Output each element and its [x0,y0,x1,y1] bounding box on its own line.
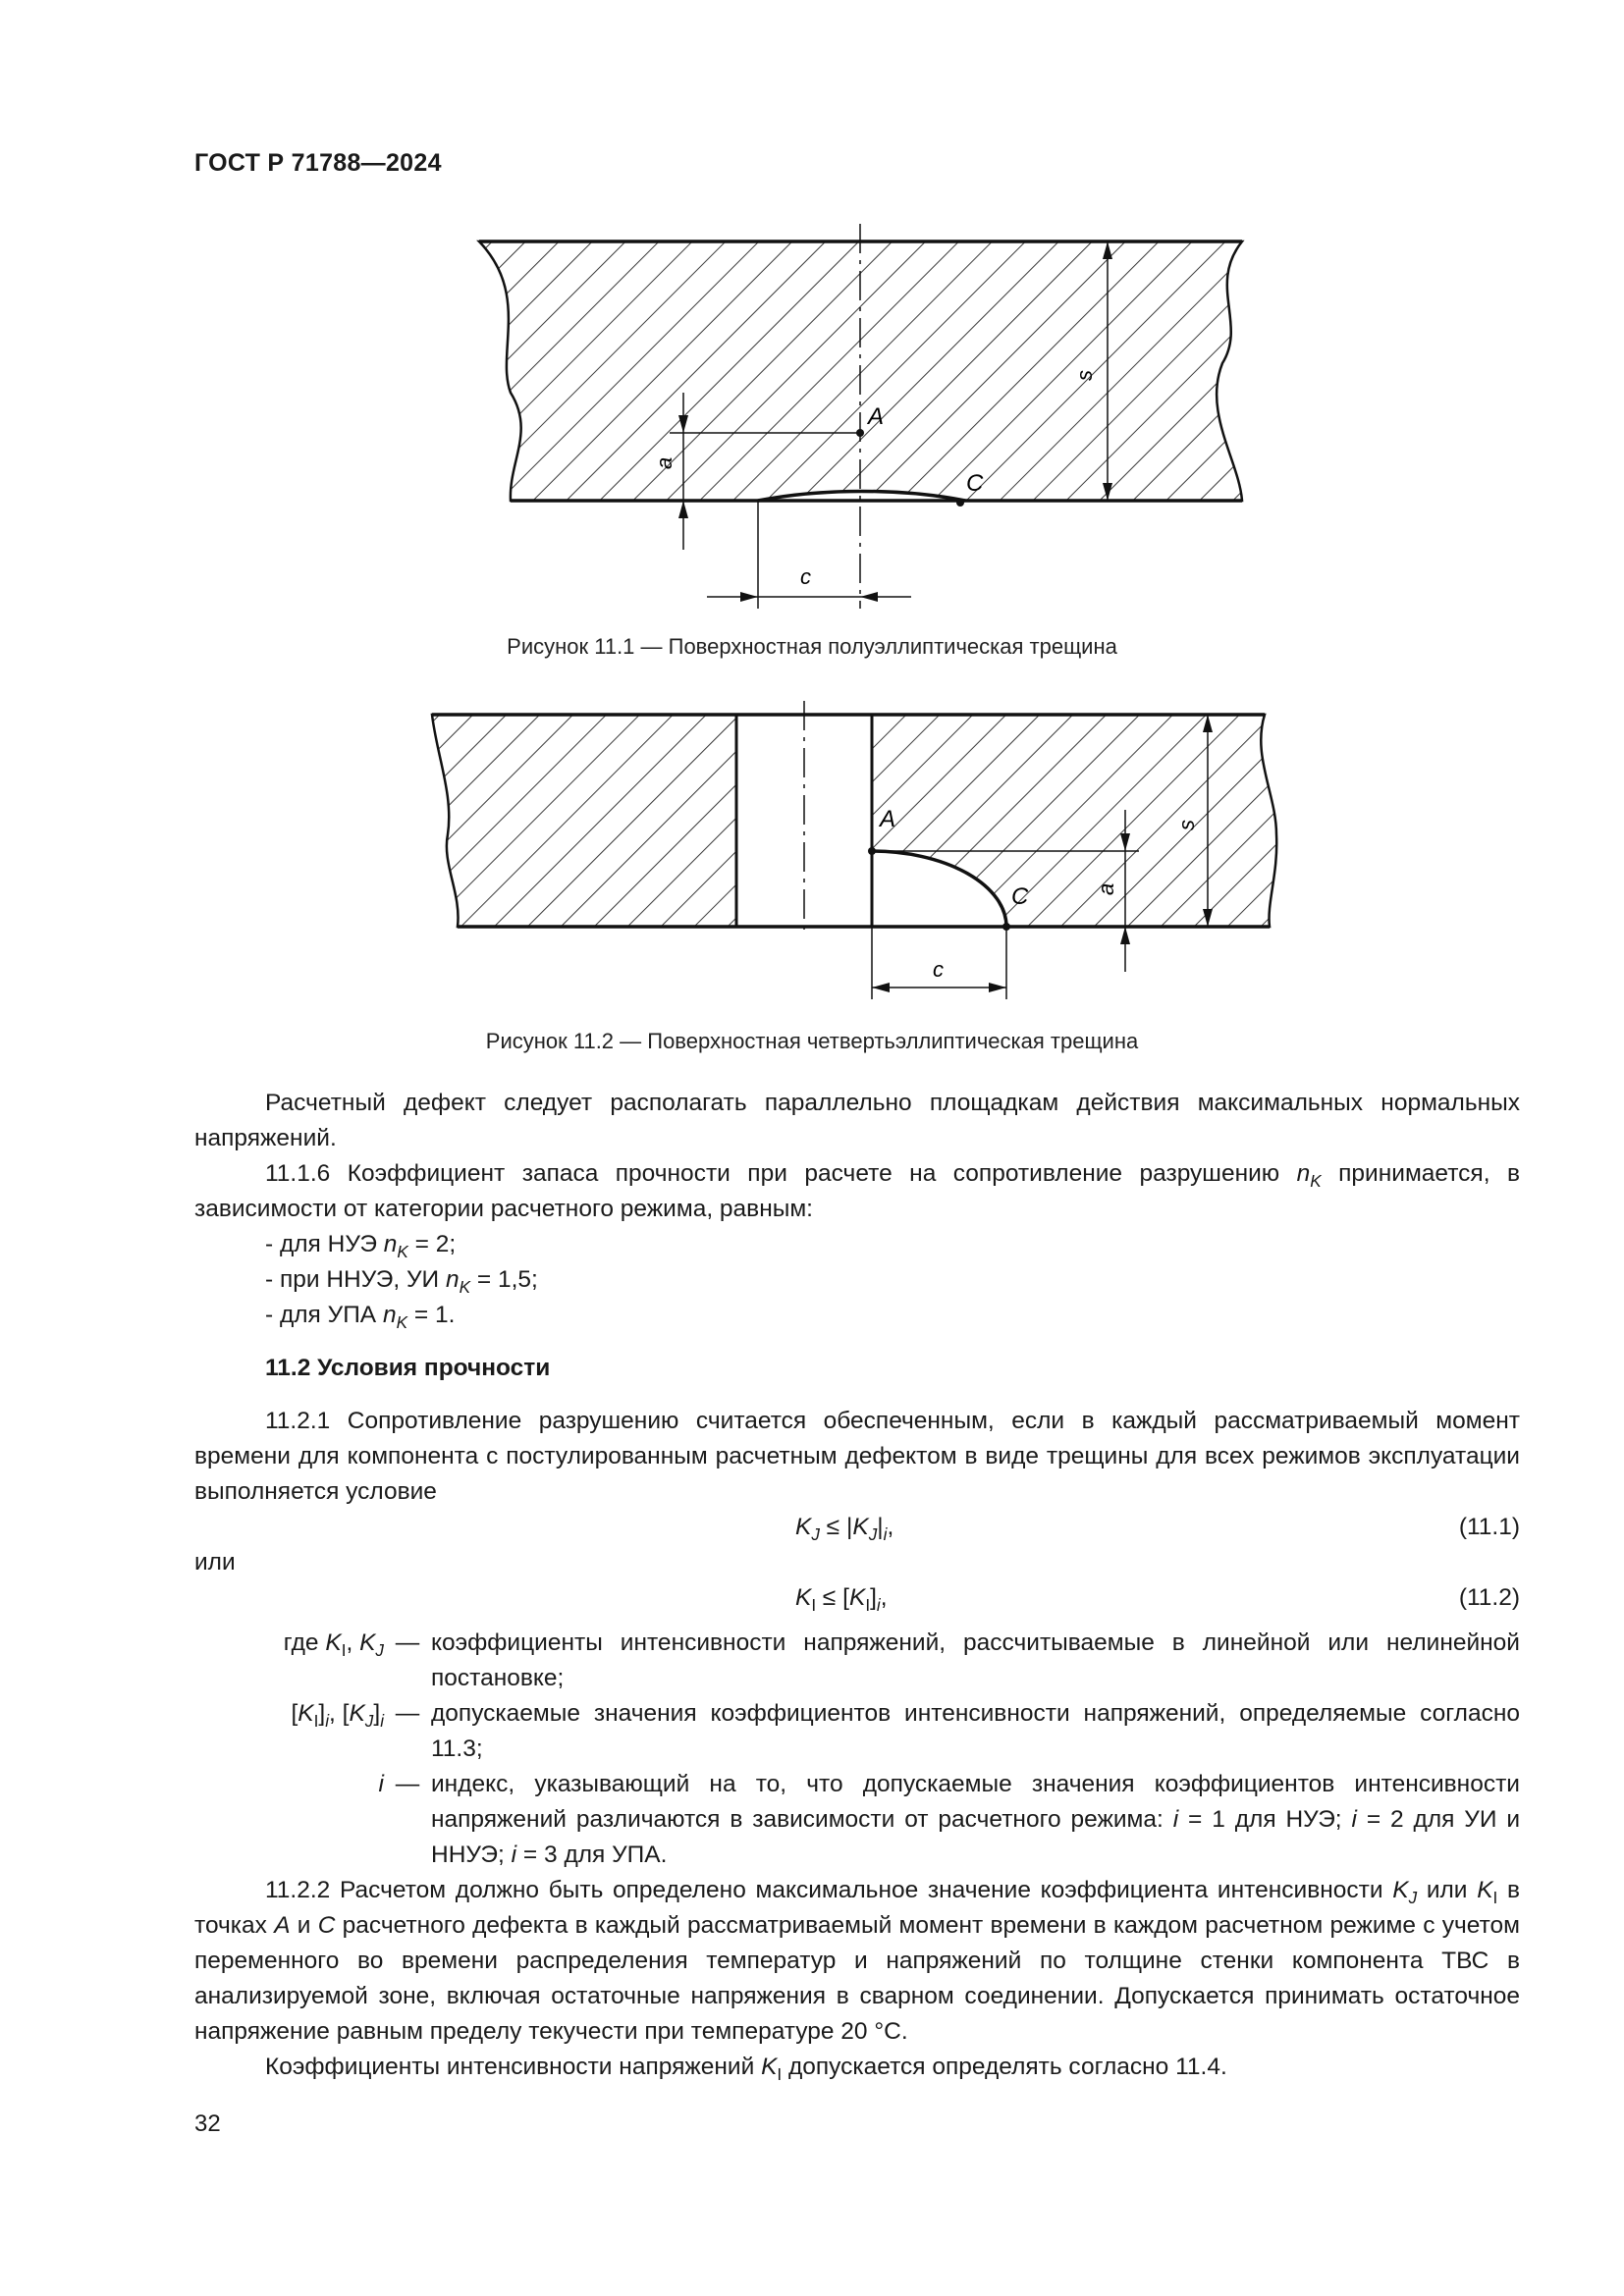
list-item-upa: - для УПА $n_K = 1$. [265,1302,456,1332]
list-item-prefix: - для УПА [265,1302,383,1328]
definition-text: индекс, указывающий на то, что допускаемые значения коэффициентов интенсивности напряжений различаются в зависимости от расчетного режима: i = 1 для НУЭ; i = 2 для УИ и ННУЭ; i = 3 для УПА. [431,1771,1521,1868]
definition-index [194,1767,1520,1873]
definition-text: коэффициенты интенсивности напряжений, рассчитываемые в линейной или нелинейной постановке; [431,1629,1520,1691]
figure-11-2-caption: Рисунок 11.2 — Поверхностная четвертьэллиптическая трещина [485,1029,1139,1053]
p4-e: расчетного дефекта в каждый рассматриваемый момент времени в каждом расчетном режиме с учетом переменного во времени распределения температур и напряжений по толщине стенки компонента ТВС в анализируемой зоне, включая остаточные напряжения в сварном соединении. Допускается принимать остаточное напряжение равным пределу текучести при температуре 20 °С. [194,1912,1520,2045]
formula-11-2 [194,1580,1520,1616]
document-header: ГОСТ Р 71788—2024 [194,149,442,177]
definition-ki-kj [194,1626,1520,1696]
def3-b: = 1 для НУЭ; [1178,1806,1352,1833]
paragraph-11-2-1: 11.2.1 Сопротивление разрушению считается обеспеченным, если в каждый рассматриваемый момент времени для компонента с постулированным расчетным дефектом в виде трещины для всех режимов эксплуатации выполняется условие [194,1408,1520,1505]
body-text [194,1086,1520,2085]
a-label: a [652,456,677,469]
point-a-label: A [868,403,885,430]
definition-dash: — [395,1771,420,1797]
section-heading-11-2: 11.2 Условия прочности [265,1355,551,1381]
c-label-2: c [933,957,944,982]
point-a [856,429,864,437]
point-c-2 [1002,923,1010,931]
where-word: где [283,1629,319,1656]
formula-11-1-expression: $K_J \le |K_J|_i$, [795,1514,894,1544]
paragraph-defect-orientation: Расчетный дефект следует располагать параллельно площадкам действия максимальных нормальных напряжений. [194,1090,1520,1151]
list-item-value: = 1. [407,1302,456,1328]
s-label-2: s [1174,820,1199,830]
figure-11-1-caption: Рисунок 11.1 — Поверхностная полуэллиптическая трещина [507,634,1117,659]
list-item-nue: - для НУЭ $n_K = 2$; [265,1231,457,1261]
paragraph-11-2-2: 11.2.2 Расчетом должно быть определено максимальное значение коэффициента интенсивности $K_J$ или $K_I$ в точках A и C расчетного дефекта в каждый рассматриваемый момент времени в каждом расчетном режиме с учетом переменного во времени распределения температур и напряжений по толщине стенки компонента ТВС в анализируемой зоне, включая остаточные напряжения в сварном соединении. Допускается принимать остаточное напряжение равным пределу текучести при температуре 20 °С. [194,1877,1521,2045]
list-item-prefix: - для НУЭ [265,1231,384,1257]
p5-b: допускается определять согласно 11.4. [782,2054,1227,2080]
formula-11-2-expression: $K_I \le [K_I]_i$, [795,1584,888,1615]
or-word: или [194,1549,236,1575]
plate-right-part [872,715,1276,927]
formula-11-1 [194,1510,1520,1545]
point-c [956,499,964,507]
definition-dash: — [395,1700,420,1727]
point-c-label: C [966,470,984,497]
point-a-2 [868,847,876,855]
a-label-2: a [1094,882,1118,895]
point-a-label-2: A [880,806,896,832]
paragraph-ki-method: Коэффициенты интенсивности напряжений $K_I$ допускается определять согласно 11.4. [265,2054,1227,2084]
p4-c: в точках [194,1877,1521,1939]
def3-d: = 3 для УПА. [516,1842,668,1868]
list-item-value: = 1,5; [470,1266,538,1293]
definition-term: где $K_I$, $K_J$ [283,1629,384,1660]
p5-a: Коэффициенты интенсивности напряжений [265,2054,762,2080]
plate-left-part [432,715,736,927]
list-item-nnue: - при ННУЭ, УИ $n_K = 1,5$; [265,1266,538,1297]
paragraph-11-1-6: 11.1.6 Коэффициент запаса прочности при расчете на сопротивление разрушению $n_K$ принимается, в зависимости от категории расчетного режима, равным: [194,1160,1520,1222]
p2-end: принимается, в зависимости от категории расчетного режима, равным: [194,1160,1520,1222]
figure-11-1 [0,0,1624,628]
p4-a: 11.2.2 Расчетом должно быть определено максимальное значение коэффициента интенсивности [265,1877,1393,1903]
definition-allowable [194,1696,1520,1767]
definition-term: i [378,1771,384,1797]
page-number: 32 [194,2110,221,2137]
s-label: s [1072,370,1097,381]
p4-d: и [290,1912,318,1939]
p4-b: или [1417,1877,1478,1903]
point-c-label-2: C [1011,883,1029,910]
c-label: c [800,564,811,589]
list-item-value: = 2; [407,1231,457,1257]
formula-11-1-number: (11.1) [1458,1514,1520,1540]
formula-11-2-number: (11.2) [1458,1584,1520,1611]
definition-dash: — [395,1629,420,1656]
list-item-prefix: - при ННУЭ, УИ [265,1266,446,1293]
figure-11-2 [0,687,1624,1001]
def3-a: индекс, указывающий на то, что допускаемые значения коэффициентов интенсивности напряжений различаются в зависимости от расчетного режима: [431,1771,1520,1833]
def3-c: = 2 для УИ и ННУЭ; [431,1806,1521,1868]
definition-text: допускаемые значения коэффициентов интенсивности напряжений, определяемые согласно 11.3; [431,1700,1520,1762]
p2-start: 11.1.6 Коэффициент запаса прочности при расчете на сопротивление разрушению [265,1160,1297,1187]
definition-term: $[K_I]_i$, $[K_J]_i$ [291,1700,384,1731]
